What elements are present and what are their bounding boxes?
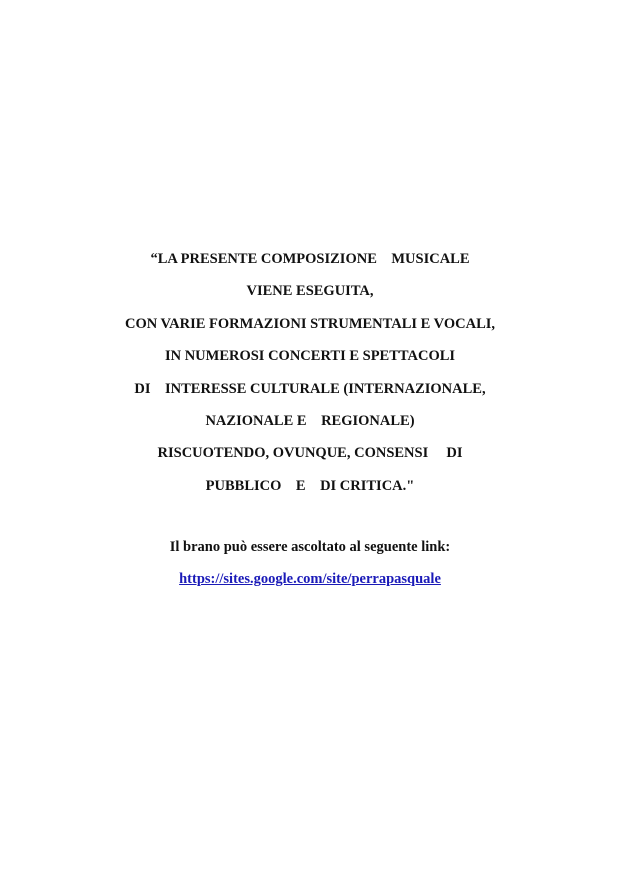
link-line <box>0 568 620 590</box>
quote-line: NAZIONALE E REGIONALE) <box>205 413 415 430</box>
listen-note: Il brano può essere ascoltato al seguente link: <box>169 539 451 555</box>
quote-line: PUBBLICO E DI CRITICA." <box>205 477 415 494</box>
quote-line: RISCUOTENDO, OVUNQUE, CONSENSI DI <box>157 445 463 462</box>
quote-line: IN NUMEROSI CONCERTI E SPETTACOLI <box>164 348 456 365</box>
quote-line: CON VARIE FORMAZIONI STRUMENTALI E VOCALI, <box>124 315 496 332</box>
quote-line: DI INTERESSE CULTURALE (INTERNAZIONALE, <box>134 380 486 397</box>
quote-line: VIENE ESEGUITA, <box>246 283 374 300</box>
quote-line: “LA PRESENTE COMPOSIZIONE MUSICALE <box>150 251 470 267</box>
music-link[interactable]: https://sites.google.com/site/perrapasquale <box>179 571 441 587</box>
quote-block <box>0 243 620 502</box>
